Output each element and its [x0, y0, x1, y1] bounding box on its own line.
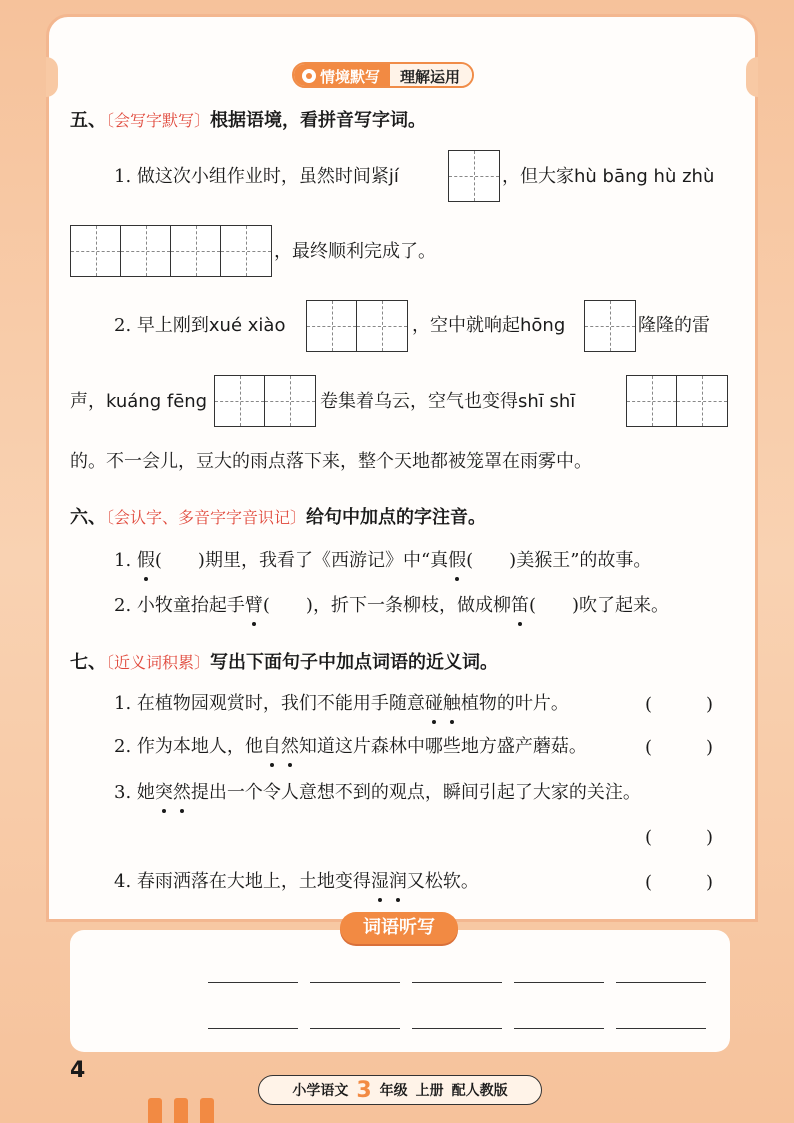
answer-paren[interactable]: ( )	[645, 694, 714, 715]
s7-q1-t3: 植物的叶片。	[460, 693, 569, 714]
dictation-blank[interactable]	[616, 982, 706, 983]
s6-q2-t2[interactable]: ( )，折下一条柳枝，做成柳	[262, 595, 511, 616]
answer-grid[interactable]	[306, 300, 408, 352]
s5-q2-text-c: 隆隆的雷	[638, 315, 710, 336]
dotted-char: 自	[263, 733, 281, 761]
dictation-blank[interactable]	[310, 982, 400, 983]
dotted-char: 碰	[425, 690, 443, 718]
dictation-title: 词语听写	[340, 912, 458, 944]
section5-heading: 根据语境，看拼音写字词。	[210, 110, 427, 131]
s5-q1-text-c: ，最终顺利完成了。	[274, 241, 436, 262]
section6-heading: 给句中加点的字注音。	[306, 507, 487, 528]
badge-icon	[302, 69, 316, 83]
bottom-tabs	[148, 1098, 214, 1123]
section6-number: 六、	[70, 507, 106, 528]
header-tab	[292, 62, 474, 88]
answer-grid[interactable]	[584, 300, 636, 352]
section6-tag: 〔会认字、多音字字音识记〕	[106, 508, 307, 527]
dotted-char: 触	[443, 690, 461, 718]
s7-q3-t0: 3. 她	[114, 782, 155, 803]
footer-subject: 小学语文	[292, 1083, 349, 1099]
s5-q1-pinyin1: jí	[388, 166, 399, 187]
answer-grid[interactable]	[70, 225, 272, 277]
dotted-char: 然	[173, 779, 191, 807]
s5-q2-text-a: 2. 早上刚到	[114, 315, 209, 336]
dictation-blank[interactable]	[514, 1028, 604, 1029]
s6-q2	[114, 592, 669, 620]
s7-q4-t0: 4. 春雨洒落在大地上，土地变得	[114, 871, 371, 892]
tab-marker	[148, 1098, 162, 1123]
s5-q2-text-b: ，空中就响起	[412, 315, 520, 336]
dotted-char: 突	[155, 779, 173, 807]
s5-q1-line1	[114, 163, 399, 191]
s7-q4-t3: 又松软。	[406, 871, 479, 892]
section7-heading: 写出下面句子中加点词语的近义词。	[210, 652, 499, 673]
s6-q1-t0: 1.	[114, 550, 137, 571]
section6-title	[70, 503, 486, 529]
s6-q2-t0: 2. 小牧童抬起手	[114, 595, 245, 616]
s5-q2-text-e: 卷集着乌云，空气也变得	[320, 391, 518, 412]
s6-q1-t2[interactable]: ( )期里，我看了《西游记》中“真	[154, 550, 449, 571]
s7-q4	[114, 868, 479, 896]
dotted-char: 然	[281, 733, 299, 761]
s7-q2-t0: 2. 作为本地人，他	[114, 736, 263, 757]
footer-grade: 年级	[379, 1083, 408, 1099]
s5-q2-line2b	[320, 388, 575, 416]
answer-grid[interactable]	[214, 375, 316, 427]
page-number: 4	[70, 1058, 86, 1083]
footer-edition: 配人教版	[451, 1083, 508, 1099]
s5-q2-line2	[70, 388, 207, 416]
section7-tag: 〔近义词积累〕	[106, 653, 211, 672]
s5-q1-pinyin2: hù bāng hù zhù	[574, 166, 715, 187]
dotted-char: 湿	[371, 868, 389, 896]
tab-marker	[200, 1098, 214, 1123]
answer-grid[interactable]	[448, 150, 500, 202]
section5-number: 五、	[70, 110, 106, 131]
s5-q2-pinyin2: hōng	[520, 315, 566, 336]
dictation-blank[interactable]	[616, 1028, 706, 1029]
dotted-char: 假	[137, 547, 155, 575]
answer-paren[interactable]: ( )	[645, 827, 714, 848]
footer-pill	[258, 1075, 542, 1105]
dictation-blank[interactable]	[514, 982, 604, 983]
answer-grid[interactable]	[626, 375, 728, 427]
dictation-blank[interactable]	[208, 1028, 298, 1029]
section5-title	[70, 106, 426, 132]
s6-q2-t4[interactable]: ( )吹了起来。	[528, 595, 669, 616]
dotted-char: 假	[448, 547, 466, 575]
header-tab-left	[294, 64, 390, 86]
header-tab-left-label: 情境默写	[320, 67, 381, 86]
tab-marker	[174, 1098, 188, 1123]
s6-q1	[114, 547, 651, 575]
s5-q1-text-a: 1. 做这次小组作业时，虽然时间紧	[114, 166, 389, 187]
s7-q3	[114, 779, 641, 807]
s5-q2-line1	[114, 312, 285, 340]
s5-q2-pinyin3: kuáng fēng	[106, 391, 208, 412]
section7-title	[70, 648, 498, 674]
dotted-char: 臂	[245, 592, 263, 620]
footer-volume: 上册	[415, 1083, 444, 1099]
answer-paren[interactable]: ( )	[645, 872, 714, 893]
s5-q2-text-d: 声，	[70, 391, 106, 412]
s7-q3-t3: 提出一个令人意想不到的观点，瞬间引起了大家的关注。	[190, 782, 641, 803]
dictation-blank[interactable]	[412, 982, 502, 983]
dotted-char: 润	[389, 868, 407, 896]
s5-q1-text-b: ，但大家	[502, 166, 574, 187]
footer-grade-number: 3	[356, 1077, 372, 1103]
s6-q1-t4[interactable]: ( )美猴王”的故事。	[466, 550, 652, 571]
s5-q2-pinyin1: xué xiào	[208, 315, 286, 336]
dotted-char: 笛	[511, 592, 529, 620]
dictation-box	[70, 930, 730, 1052]
s7-q1	[114, 690, 569, 718]
header-tab-right: 理解运用	[390, 64, 472, 86]
dictation-blank[interactable]	[208, 982, 298, 983]
dictation-blank[interactable]	[412, 1028, 502, 1029]
section5-tag: 〔会写字默写〕	[106, 111, 211, 130]
s5-q2-text-f: 的。不一会儿，豆大的雨点落下来，整个天地都被笼罩在雨雾中。	[70, 451, 592, 472]
s5-q2-line1b	[412, 312, 565, 340]
s5-q1-line1b	[502, 163, 714, 191]
s7-q2-t3: 知道这片森林中哪些地方盛产蘑菇。	[298, 736, 587, 757]
s7-q1-t0: 1. 在植物园观赏时，我们不能用手随意	[114, 693, 425, 714]
dictation-blank[interactable]	[310, 1028, 400, 1029]
s7-q2	[114, 733, 587, 761]
s5-q2-pinyin4: shī shī	[518, 391, 576, 412]
section7-number: 七、	[70, 652, 106, 673]
answer-paren[interactable]: ( )	[645, 737, 714, 758]
